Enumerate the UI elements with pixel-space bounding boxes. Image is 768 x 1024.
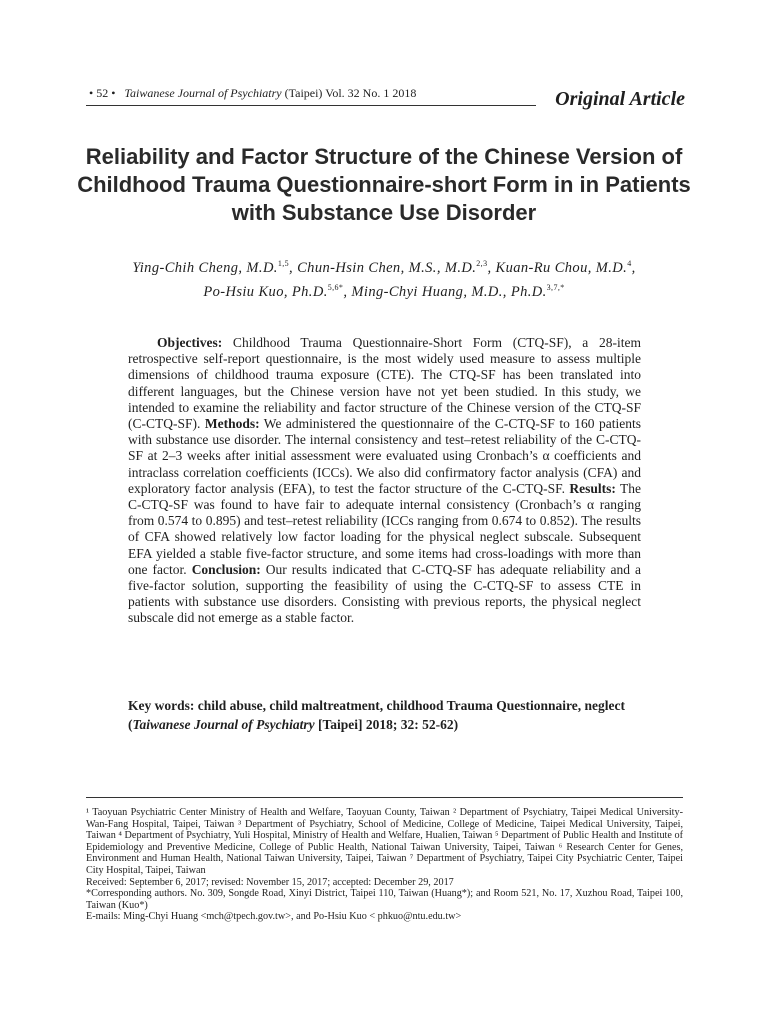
author-name: Po-Hsiu Kuo, Ph.D. — [203, 284, 328, 300]
keywords-line: Key words: child abuse, child maltreatment, childhood Trauma Questionnaire, neglect — [128, 698, 626, 713]
received-footnote: Received: September 6, 2017; revised: November 15, 2017; accepted: December 29, 2017 — [86, 876, 454, 888]
keywords — [128, 696, 648, 734]
conclusion-text: Our results indicated that C-CTQ-SF has adequate reliability and a five-factor solution, supporting the feasibility of using the C-CTQ-SF to assess CTE in patients with substance use disorders. Consisting with previous reports, the physical neglect subscale did not emerge as a stable factor. — [128, 561, 642, 626]
affiliations-footnote: ¹ Taoyuan Psychiatric Center Ministry of Health and Welfare, Taoyuan County, Taiwan ² Department of Psychiatry, Taipei Medical University-Wan-Fang Hospital, Taipei, Taiwan ³ Department of Psychiatry, School of Medicine, College of Medicine, Taipei Medical University, Taipei, Taiwan ⁴ Department of Psychiatry, Yuli Hospital, Ministry of Health and Welfare, Hualien, Taiwan ⁵ Department of Public Health and Institute of Epidemiology and Preventive Medicine, College of Public Health, National Taiwan University, Taipei, Taiwan ⁶ Research Center for Genes, Environment and Human Health, National Taiwan University, Taipei, Taiwan ⁷ Department of Psychiatry, Taipei City Psychiatric Center, Taipei City Hospital, Taipei, Taiwan — [86, 807, 683, 876]
author-name: Ying-Chih Cheng, M.D. — [132, 260, 278, 276]
results-text: The C-CTQ-SF was found to have fair to adequate internal consistency (Cronbach’s α ranging from 0.574 to 0.895) and test–retest reliability (ICCs ranging from 0.674 to 0.852). The results of CFA showed relatively low factor loading for the physical neglect subscale. Subsequent EFA yielded a stable five-factor structure, and some items had cross-loadings with more than one factor. — [128, 480, 641, 577]
citation-line — [128, 715, 648, 734]
author-affiliation: 5,6* — [327, 283, 344, 293]
bullet-icon: • — [89, 86, 94, 100]
objectives-label: Objectives: — [157, 335, 223, 350]
citation-open: ( — [128, 717, 133, 732]
citation-journal: Taiwanese Journal of Psychiatry — [132, 717, 315, 732]
page-number: 52 — [96, 86, 109, 100]
author-list — [70, 256, 698, 304]
results-label: Results: — [569, 480, 616, 496]
author-affiliation: 4 — [627, 259, 632, 269]
emails-footnote: E-mails: Ming-Chyi Huang <mch@tpech.gov.tw>, and Po-Hsiu Kuo < phkuo@ntu.edu.tw> — [86, 911, 462, 923]
article-title: Reliability and Factor Structure of the Chinese Version of Childhood Trauma Questionnaire-short Form in in Patients with Substance Use Disorder — [77, 144, 691, 225]
author-name: Kuan-Ru Chou, M.D. — [495, 260, 628, 276]
methods-text: We administered the questionnaire of the C-CTQ-SF to 160 patients with substance use disorder. The internal consistency and test–retest reliability of the C-CTQ-SF at 2–3 weeks after initial assessment were evaluated using Cronbach’s α coefficients and intraclass correlation coefficients (ICCs). We also did confirmatory factor analysis (CFA) and exploratory factor analysis (EFA), to test the factor structure of the C-CTQ-SF. — [128, 416, 641, 496]
objectives-text: Childhood Trauma Questionnaire-Short Form (CTQ-SF), a 28-item retrospective self-report questionnaire, is the most widely used measure to assess multiple dimensions of childhood trauma exposure (CTE). The CTQ-SF has been translated into different languages, but the Chinese version have not yet been studied. In this study, we intended to examine the reliability and factor structure of the Chinese version of the CTQ-SF (C-CTQ-SF). — [128, 335, 641, 432]
journal-details: (Taipei) Vol. 32 No. 1 2018 — [284, 86, 417, 100]
section-label: Original Article — [555, 88, 685, 110]
author-name: Ming-Chyi Huang, M.D., Ph.D. — [351, 284, 547, 300]
author-affiliation: 2,3 — [476, 259, 488, 269]
citation-rest: [Taipei] 2018; 32: 52-62) — [314, 717, 459, 732]
abstract — [128, 335, 641, 627]
author-name: Chun-Hsin Chen, M.S., M.D. — [297, 260, 477, 276]
author-affiliation: 1,5 — [277, 259, 290, 269]
corresponding-footnote: *Corresponding authors. No. 309, Songde Road, Xinyi District, Taipei 110, Taiwan (Huang*); and Room 521, No. 17, Xuzhou Road, Taipei 100, Taiwan (Kuo*) — [86, 888, 683, 911]
methods-label: Methods: — [204, 416, 260, 432]
author-separator: , — [343, 284, 352, 300]
author-separator: , — [487, 260, 496, 276]
author-separator: , — [631, 260, 636, 276]
footnotes — [86, 807, 683, 923]
author-separator: , — [289, 260, 298, 276]
footnote-divider — [86, 797, 683, 798]
author-affiliation: 3,7,* — [546, 283, 565, 293]
conclusion-label: Conclusion: — [191, 561, 261, 577]
running-header — [86, 86, 536, 106]
bullet-icon: • — [111, 86, 116, 100]
journal-name: Taiwanese Journal of Psychiatry — [124, 86, 282, 100]
